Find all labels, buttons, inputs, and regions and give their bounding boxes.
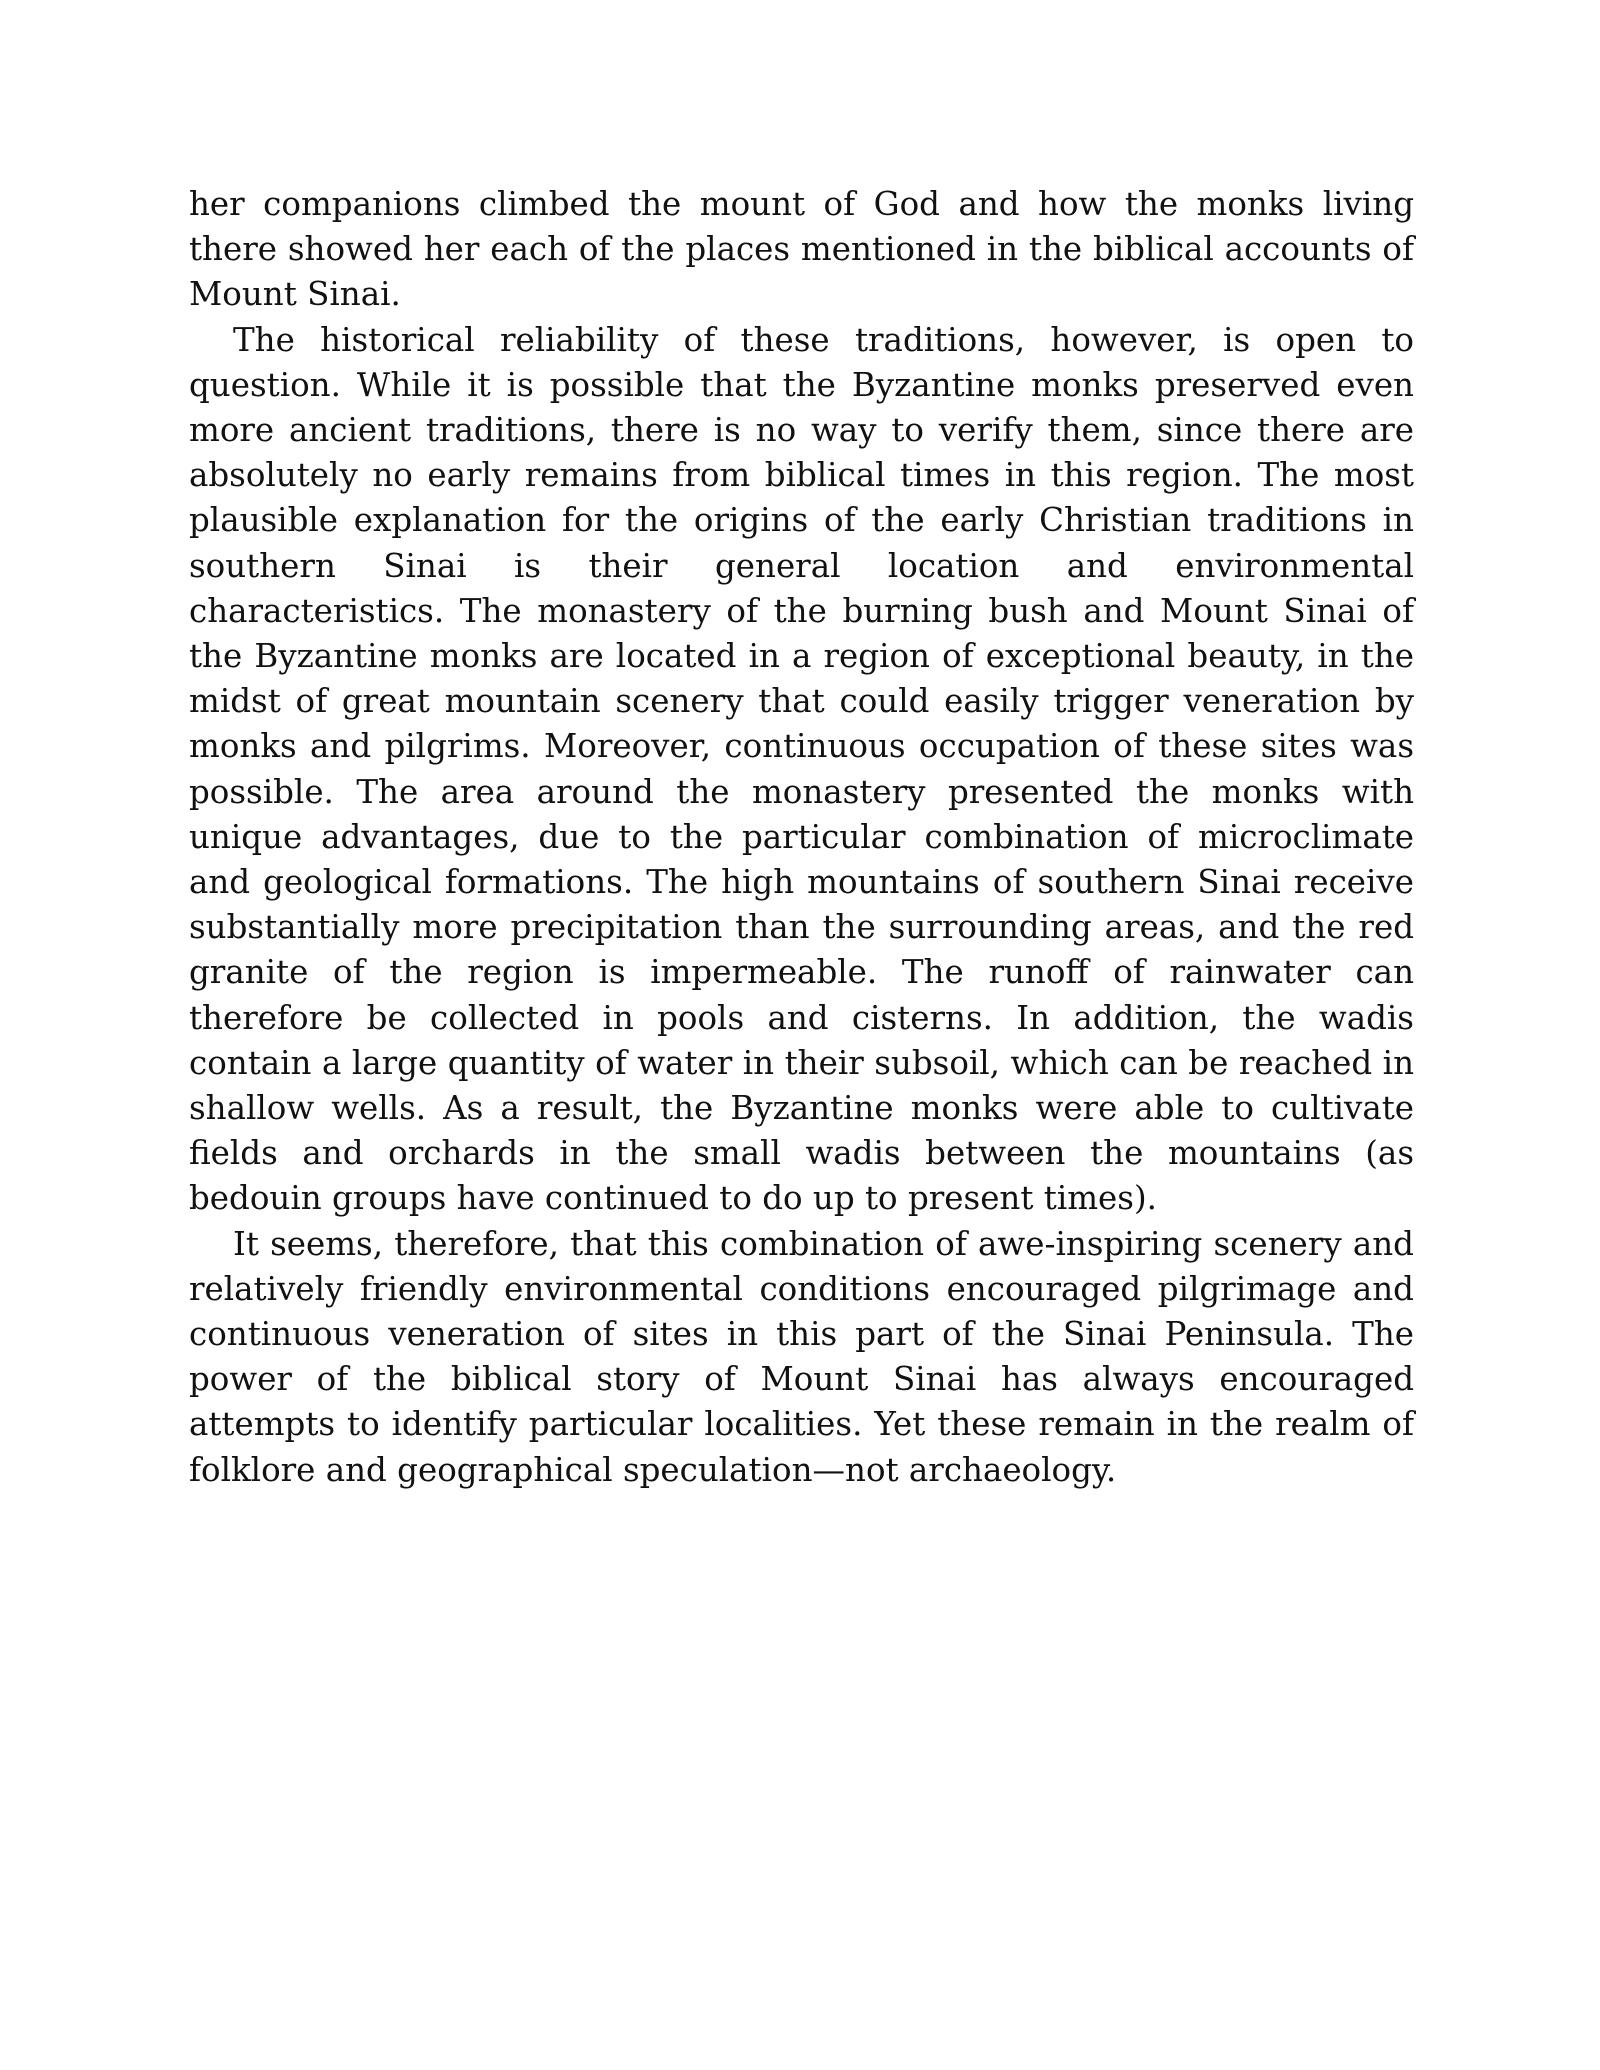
paragraph-conclusion: It seems, therefore, that this combination of awe-inspiring scenery and relatively friendly environmental conditions encouraged pilgrimage and continuous veneration of sites in this part of the Sinai Peninsula. The power of the biblical story of Mount Sinai has always encouraged attempts to identify particular localities. Yet these remain in the realm of folklore and geographical speculation—not archaeology. bbox=[189, 1224, 1414, 1489]
page-body bbox=[189, 182, 1414, 1493]
paragraph-reliability: The historical reliability of these traditions, however, is open to question. While it is possible that the Byzantine monks preserved even more ancient traditions, there is no way to verify them, since there are absolutely no early remains from biblical times in this region. The most plausible explanation for the origins of the early Christian traditions in southern Sinai is their general location and environmental characteristics. The monastery of the burning bush and Mount Sinai of the Byzantine monks are located in a region of exceptional beauty, in the midst of great mountain scenery that could easily trigger veneration by monks and pilgrims. Moreover, continuous occupation of these sites was possible. The area around the monastery presented the monks with unique advantages, due to the particular combination of microclimate and geological formations. The high mountains of southern Sinai receive substantially more precipitation than the surrounding areas, and the red granite of the region is impermeable. The runoff of rainwater can therefore be collected in pools and cisterns. In addition, the wadis contain a large quantity of water in their subsoil, which can be reached in shallow wells. As a result, the Byzantine monks were able to cultivate fields and orchards in the small wadis between the mountains (as bedouin groups have continued to do up to present times). bbox=[189, 320, 1414, 1218]
paragraph-continuation: her companions climbed the mount of God and how the monks living there showed her each of the places mentioned in the biblical accounts of Mount Sinai. bbox=[189, 185, 1414, 314]
